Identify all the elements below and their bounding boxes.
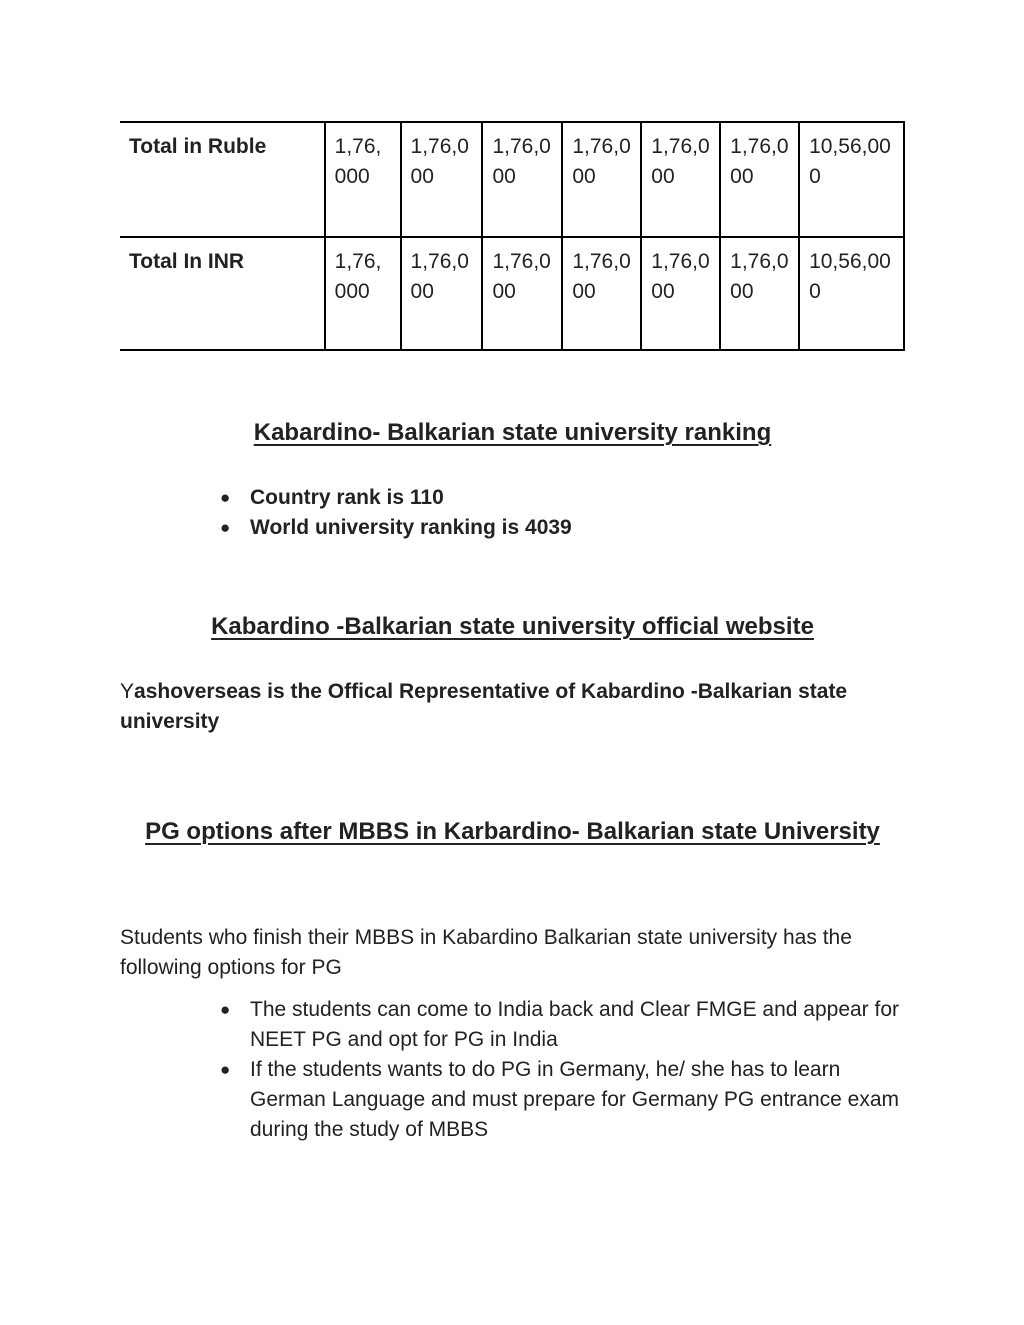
pg-options-list	[220, 995, 900, 1145]
bullet-icon: ●	[220, 518, 231, 537]
table-cell: 1,76,000	[401, 122, 483, 237]
bullet-icon: ●	[220, 1000, 231, 1019]
table-cell: 1,76,000	[401, 237, 483, 350]
pg-intro-paragraph: Students who finish their MBBS in Kabardino Balkarian state university has the following options for PG	[120, 926, 852, 979]
table-cell: 1,76,000	[482, 237, 562, 350]
table-cell-total: 10,56,000	[799, 122, 904, 237]
table-cell: 1,76,000	[562, 237, 641, 350]
list-item-text: The students can come to India back and Clear FMGE and appear for NEET PG and opt for PG in India	[250, 998, 900, 1051]
table-cell: 1,76,000	[720, 122, 799, 237]
list-item	[220, 1055, 900, 1145]
list-item-text: World university ranking is 4039	[250, 516, 572, 539]
list-item	[220, 513, 880, 543]
table-cell: 1,76,000	[325, 122, 401, 237]
row-label: Total in Ruble	[120, 122, 325, 237]
table-cell-total: 10,56,000	[799, 237, 904, 350]
list-item	[220, 995, 900, 1055]
table-row-inr	[120, 237, 904, 350]
table-cell: 1,76,000	[562, 122, 641, 237]
bullet-icon: ●	[220, 488, 231, 507]
bullet-icon: ●	[220, 1060, 231, 1079]
table-cell: 1,76,000	[720, 237, 799, 350]
table-row-ruble	[120, 122, 904, 237]
pg-options-heading: PG options after MBBS in Karbardino- Balkarian state University	[145, 818, 880, 845]
list-item-text: Country rank is 110	[250, 486, 444, 509]
ranking-heading: Kabardino- Balkarian state university ranking	[253, 419, 772, 446]
table-cell: 1,76,000	[325, 237, 401, 350]
representative-text: ashoverseas is the Offical Representative of Kabardino -Balkarian state university	[120, 680, 848, 733]
ranking-list	[220, 483, 880, 543]
list-item-text: If the students wants to do PG in Germany, he/ she has to learn German Language and must prepare for Germany PG entrance exam during the study of MBBS	[250, 1058, 900, 1141]
representative-paragraph	[120, 677, 910, 737]
table-cell: 1,76,000	[641, 237, 720, 350]
fee-table	[120, 121, 905, 351]
table-cell: 1,76,000	[641, 122, 720, 237]
table-cell: 1,76,000	[482, 122, 562, 237]
website-heading: Kabardino -Balkarian state university official website	[211, 613, 814, 640]
representative-first-letter: Y	[120, 680, 135, 703]
list-item	[220, 483, 880, 513]
row-label: Total In INR	[120, 237, 325, 350]
